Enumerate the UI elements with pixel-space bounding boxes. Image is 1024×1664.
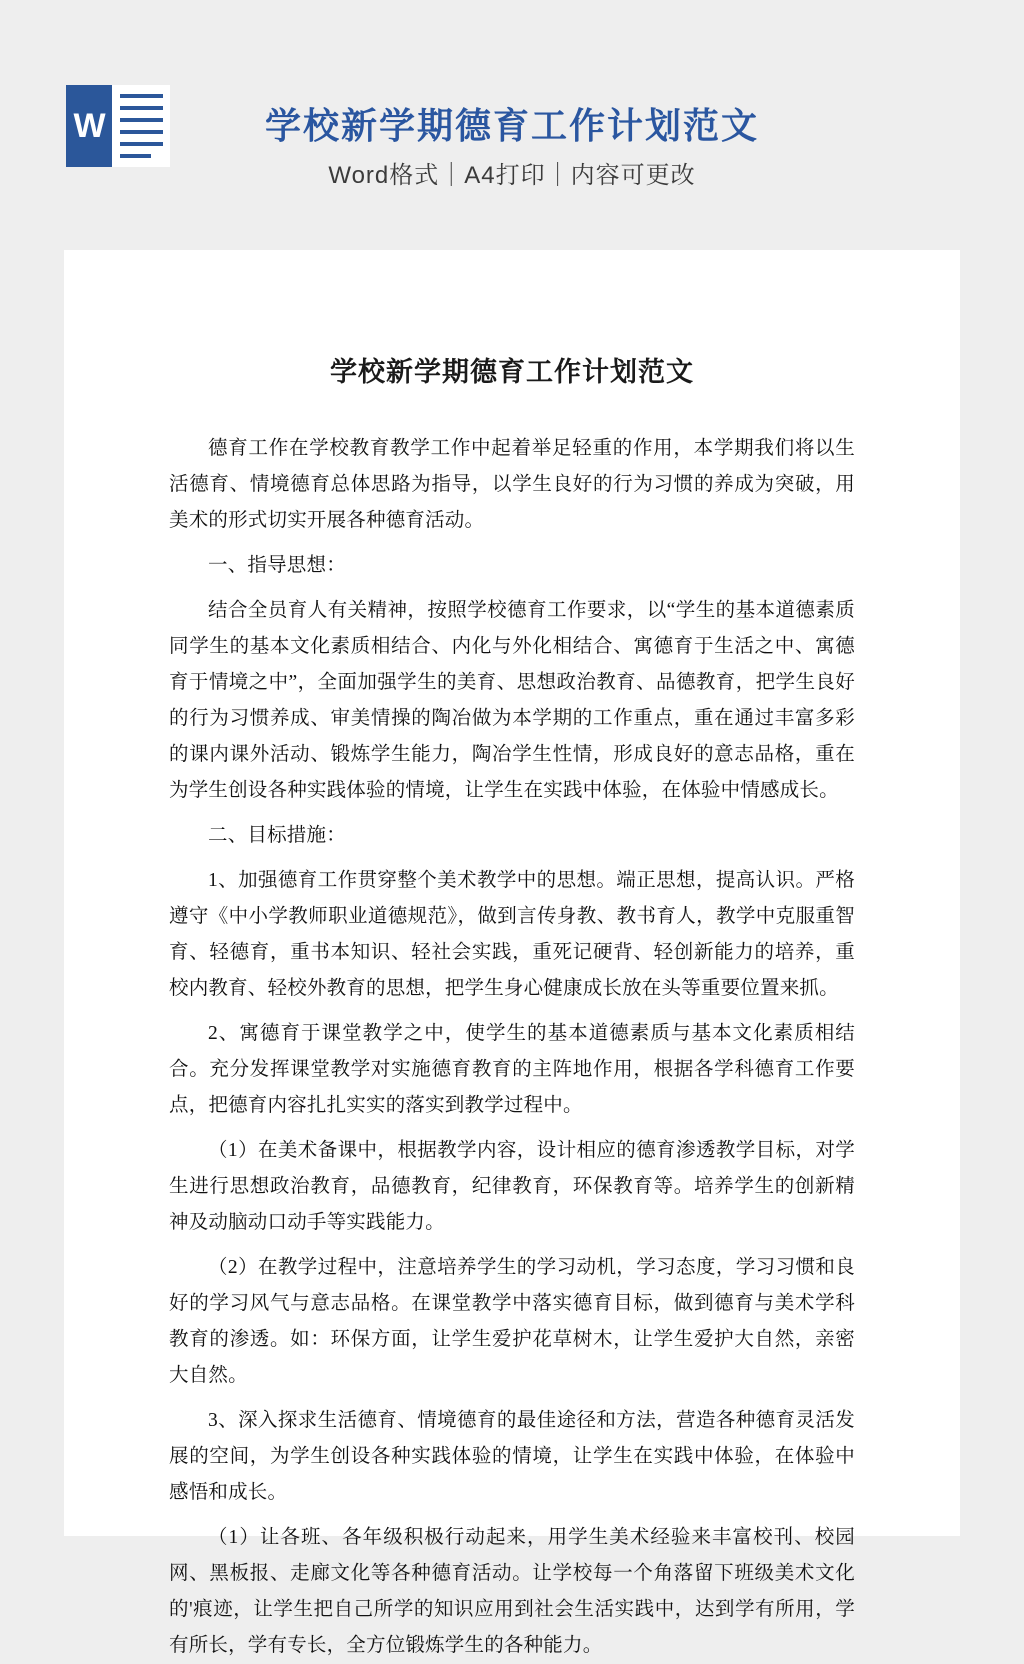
document-paragraph: 3、深入探求生活德育、情境德育的最佳途径和方法，营造各种德育灵活发展的空间，为学生创设各种实践体验的情境，让学生在实践中体验，在体验中感悟和成长。 — [169, 1410, 855, 1503]
document-paragraph: （1）在美术备课中，根据教学内容，设计相应的德育渗透教学目标，对学生进行思想政治教育，品德教育，纪律教育，环保教育等。培养学生的创新精神及动脑动口动手等实践能力。 — [169, 1140, 855, 1233]
document-paragraph: （1）让各班、各年级积极行动起来，用学生美术经验来丰富校刊、校园网、黑板报、走廊文化等各种德育活动。让学校每一个角落留下班级美术文化的'痕迹，让学生把自己所学的知识应用到社会生活实践中，达到学有所用，学有所长，学有专长，全方位锻炼学生的各种能力。 — [169, 1527, 855, 1656]
document-paragraph: （2）在教学过程中，注意培养学生的学习动机，学习态度，学习习惯和良好的学习风气与意志品格。在课堂教学中落实德育目标，做到德育与美术学科教育的渗透。如：环保方面，让学生爱护花草树木，让学生爱护大自然，亲密大自然。 — [169, 1257, 855, 1386]
word-logo-letter: W — [66, 85, 112, 167]
document-paragraph: 二、目标措施： — [208, 825, 346, 846]
document-paragraph: 1、加强德育工作贯穿整个美术教学中的思想。端正思想，提高认识。严格遵守《中小学教师职业道德规范》，做到言传身教、教书育人，教学中克服重智育、轻德育，重书本知识、轻社会实践，重死记硬背、轻创新能力的培养，重校内教育、轻校外教育的思想，把学生身心健康成长放在头等重要位置来抓。 — [169, 870, 855, 999]
document-paragraph: 结合全员育人有关精神，按照学校德育工作要求，以“学生的基本道德素质同学生的基本文化素质相结合、内化与外化相结合、寓德育于生活之中、寓德育于情境之中”，全面加强学生的美育、思想政治教育、品德教育，把学生良好的行为习惯养成、审美情操的陶冶做为本学期的工作重点，重在通过丰富多彩的课内课外活动、锻炼学生能力，陶冶学生性情，形成良好的意志品格，重在为学生创设各种实践体验的情境，让学生在实践中体验，在体验中情感成长。 — [169, 600, 855, 801]
document-paragraph: 德育工作在学校教育教学工作中起着举足轻重的作用，本学期我们将以生活德育、情境德育总体思路为指导，以学生良好的行为习惯的养成为突破，用美术的形式切实开展各种德育活动。 — [169, 438, 855, 531]
document-page — [64, 250, 960, 1656]
banner-subtitle: Word格式｜A4打印｜内容可更改 — [328, 162, 696, 189]
document-paragraph: 2、寓德育于课堂教学之中，使学生的基本道德素质与基本文化素质相结合。充分发挥课堂教学对实施德育教育的主阵地作用，根据各学科德育工作要点，把德育内容扎扎实实的落实到教学过程中。 — [169, 1023, 855, 1116]
header-banner — [0, 0, 1024, 250]
banner-title: 学校新学期德育工作计划范文 — [264, 105, 759, 146]
document-paragraph: 一、指导思想： — [208, 555, 346, 576]
document-title: 学校新学期德育工作计划范文 — [330, 357, 694, 387]
